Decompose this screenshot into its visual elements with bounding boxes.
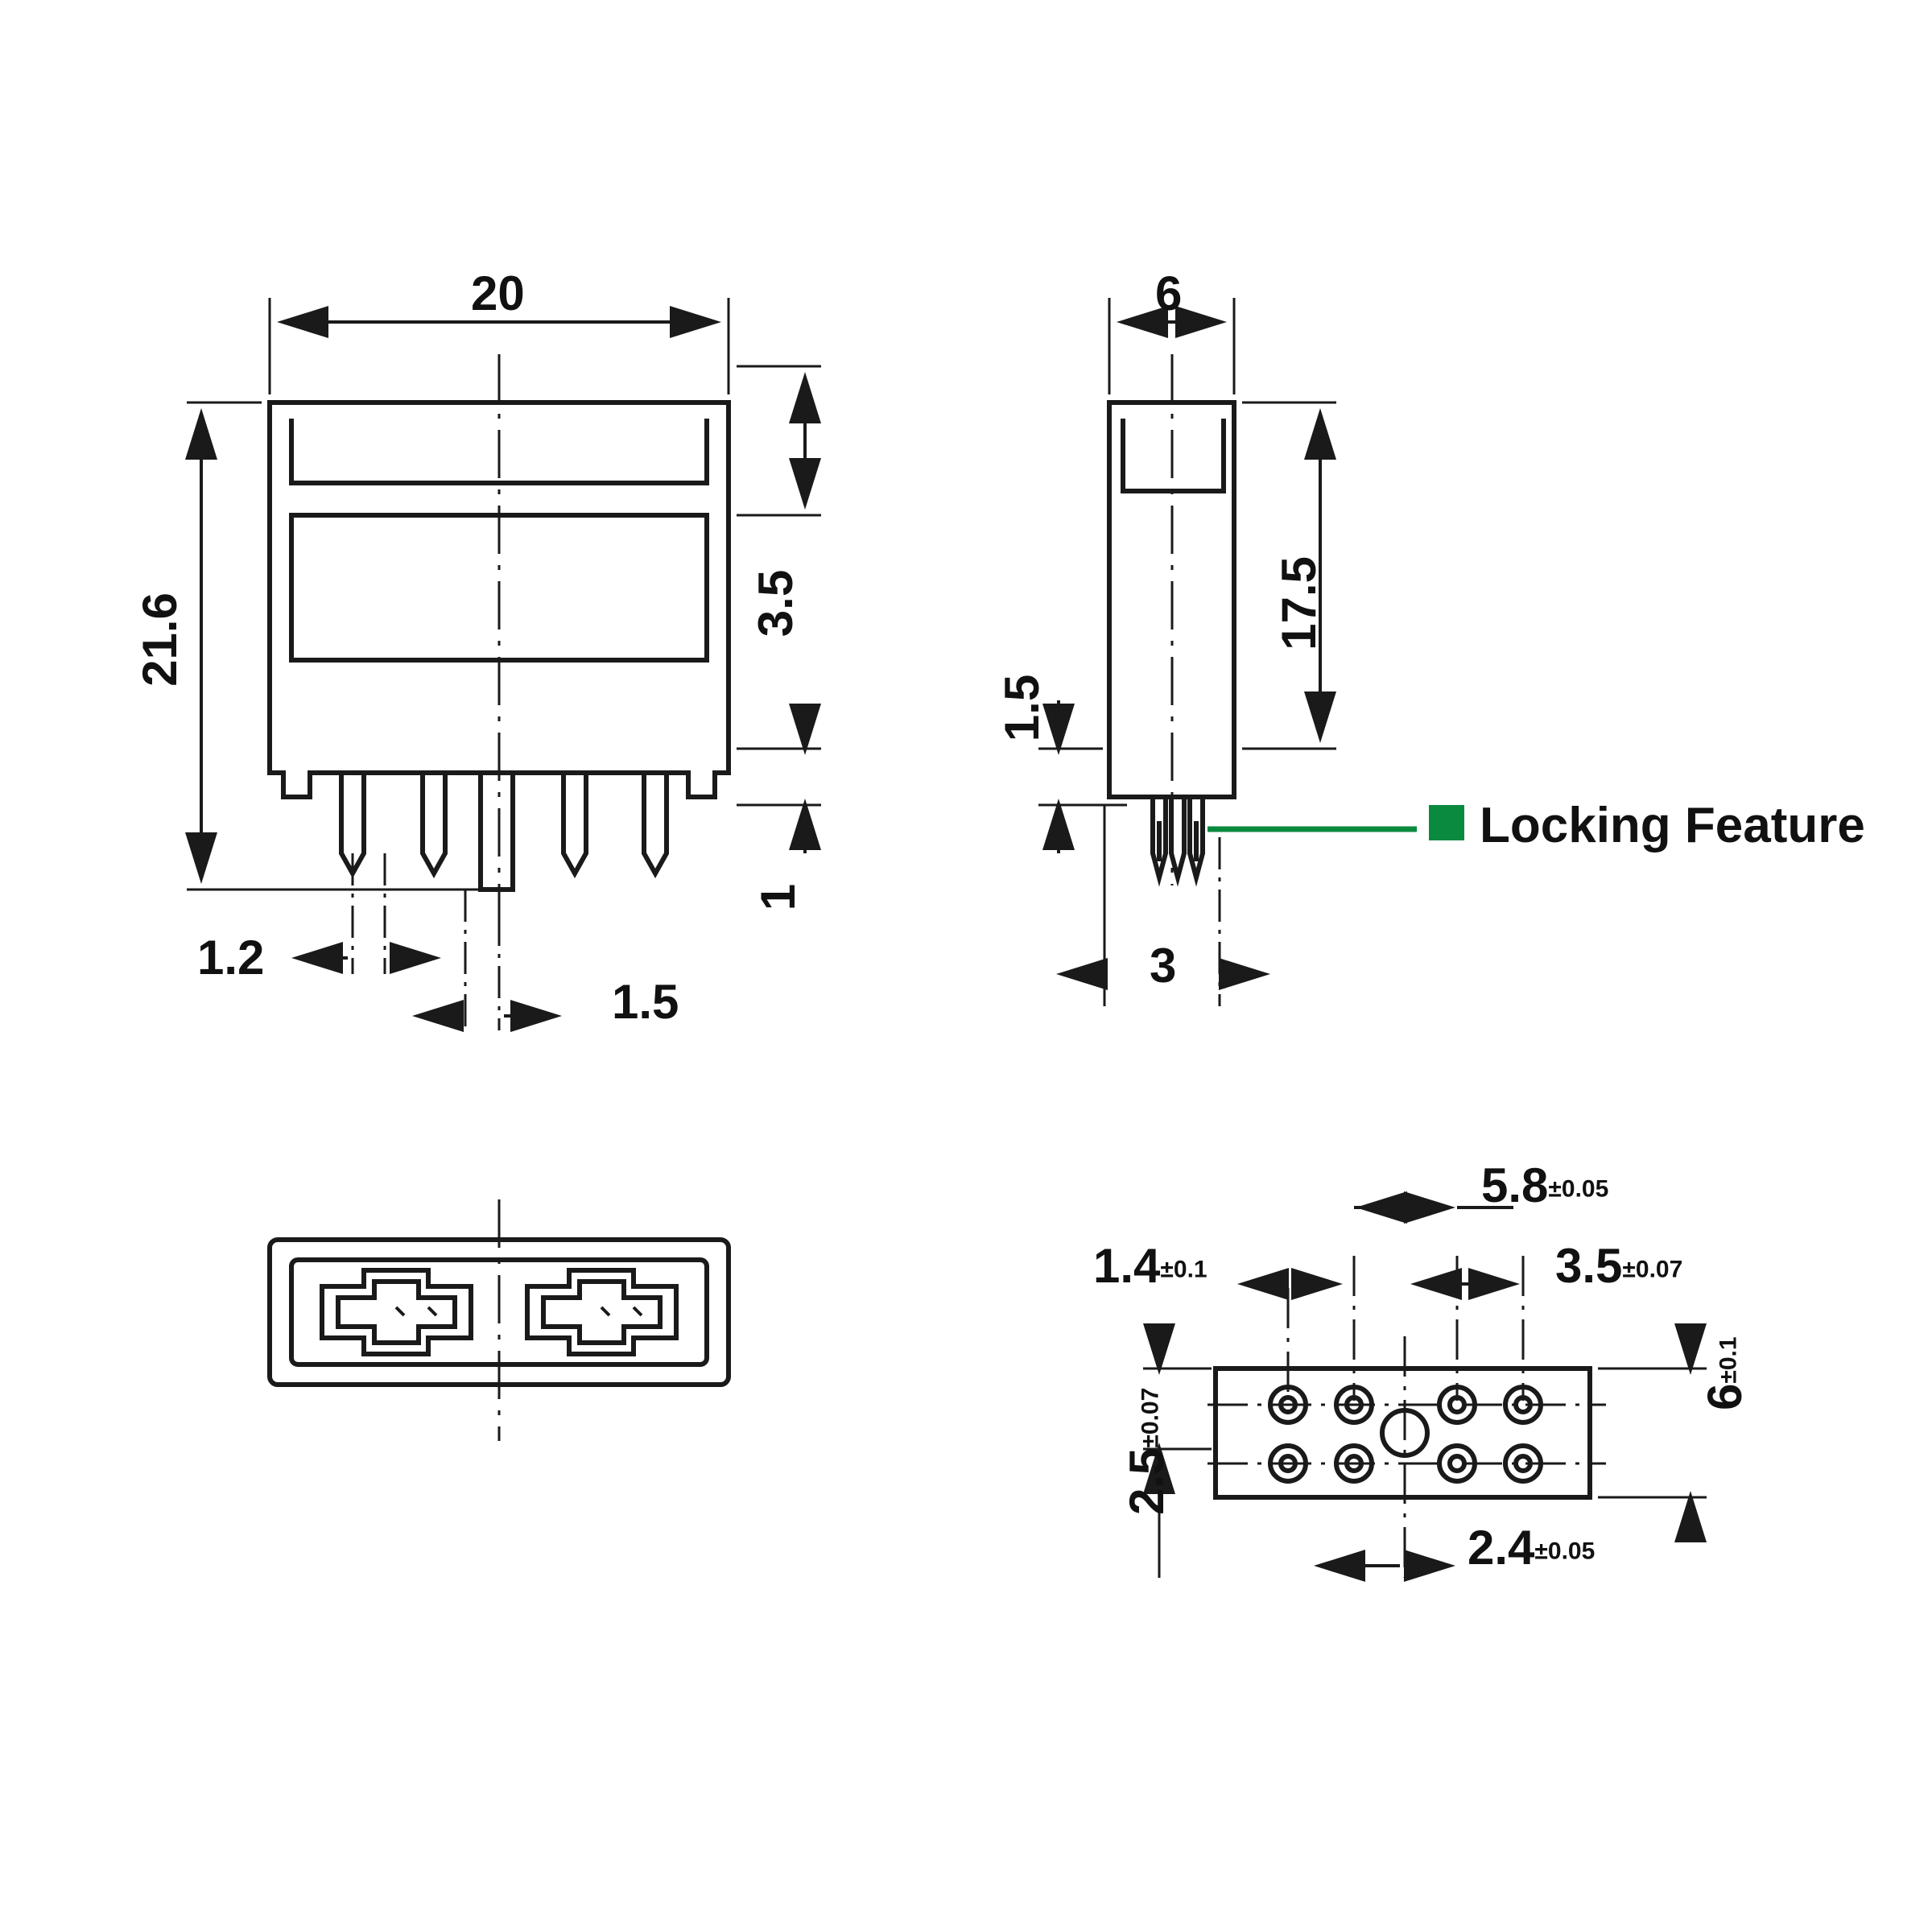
dim-tol-fp-1-4: ±0.1: [1160, 1256, 1208, 1283]
dim-label-width-6: 6: [1155, 266, 1183, 320]
dim-label-pitch-1-5: 1.5: [612, 975, 679, 1029]
dim-tol-fp-2-5: ±0.07: [1137, 1387, 1164, 1448]
dim-label-fp-1-4: [1093, 1238, 1208, 1294]
dim-tol-fp-5-8: ±0.05: [1548, 1175, 1609, 1203]
dim-label-fp-2-5: [1119, 1388, 1174, 1515]
dim-label-pitch-1-2: 1.2: [197, 931, 265, 985]
dim-value-fp-5-8: 5.8: [1481, 1158, 1549, 1212]
dim-label-height-3-5: 3.5: [749, 569, 803, 638]
dim-pitch-1-5: [419, 890, 555, 1030]
dim-label-height-1-5: 1.5: [995, 674, 1050, 742]
dim-tol-fp-6: ±0.1: [1715, 1336, 1742, 1384]
locking-feature-label: Locking Feature: [1480, 798, 1865, 853]
dim-height-21-6: [187, 402, 483, 890]
dim-height-1: [737, 708, 821, 853]
dim-label-pin-3: 3: [1150, 939, 1177, 993]
dim-value-fp-3-5: 3.5: [1555, 1239, 1623, 1293]
dim-tol-fp-3-5: ±0.07: [1622, 1256, 1683, 1283]
dim-value-fp-1-4: 1.4: [1093, 1239, 1161, 1293]
dim-value-fp-2-5: 2.5: [1120, 1447, 1174, 1515]
dim-height-1-5: [1038, 700, 1127, 853]
dim-height-3-5: [737, 366, 821, 515]
dim-label-fp-5-8: [1481, 1158, 1608, 1213]
dim-pitch-1-2: [298, 853, 435, 974]
dim-label-fp-6: [1697, 1336, 1752, 1410]
dim-fp-6: [1598, 1336, 1707, 1534]
footprint-geometry: [1216, 1368, 1590, 1497]
dim-value-fp-6: 6: [1698, 1383, 1752, 1410]
locking-feature-swatch: [1429, 805, 1464, 840]
dim-label-height-21-6: 21.6: [132, 592, 187, 687]
dim-label-width-20: 20: [471, 266, 525, 320]
dim-tol-fp-2-4: ±0.05: [1534, 1538, 1596, 1565]
dim-label-fp-2-4: [1468, 1520, 1595, 1575]
bottom-view-centerline: [396, 1199, 642, 1441]
dim-label-height-1: 1: [751, 883, 806, 911]
dim-label-height-17-5: 17.5: [1271, 556, 1326, 650]
dim-value-fp-2-4: 2.4: [1468, 1521, 1535, 1575]
dim-label-fp-3-5: [1555, 1238, 1682, 1294]
